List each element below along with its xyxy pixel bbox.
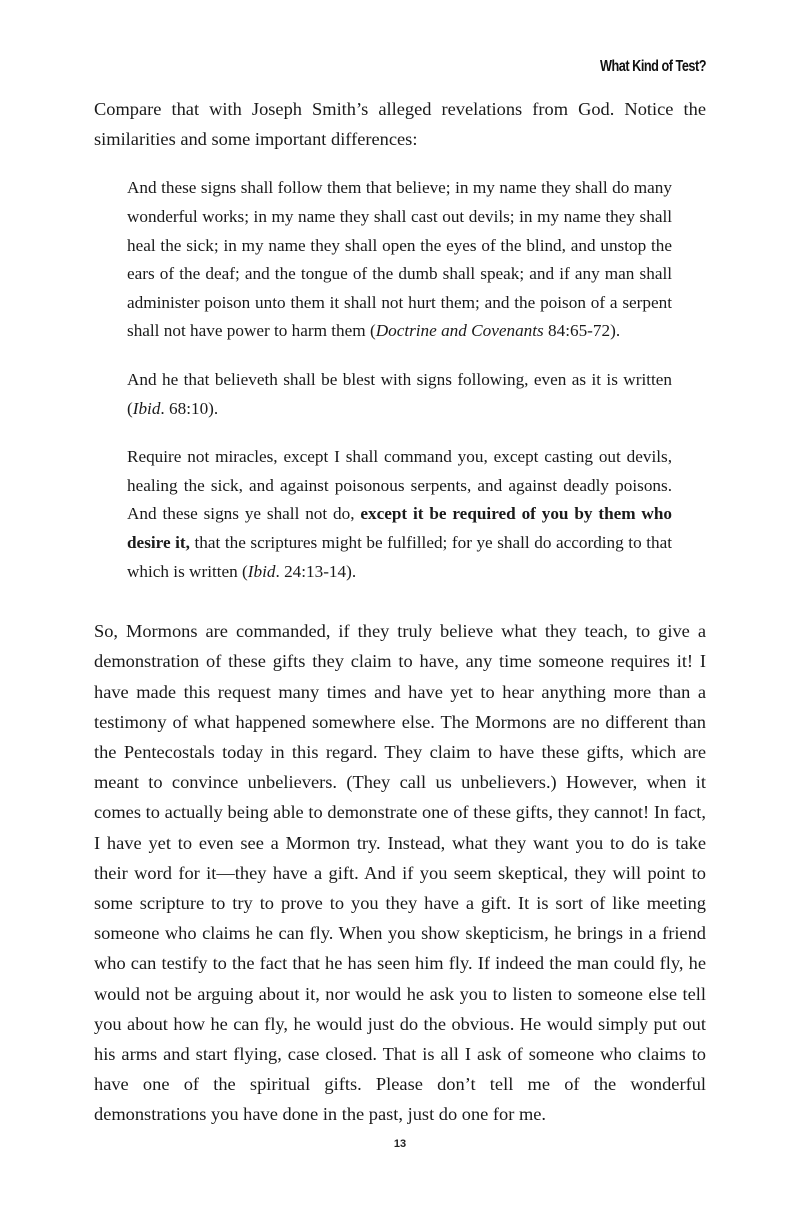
quote-citation-title: Ibid — [247, 561, 276, 581]
page-content — [94, 94, 706, 1130]
body-paragraph: So, Mormons are commanded, if they truly believe what they teach, to give a demonstration of these gifts they claim to have, any time someone requires it! I have made this request many times and have yet to hear anything more than a testimony of what happened somewhere else. The Mormons are no different than the Pentecostals today in this regard. They claim to have these gifts, which are meant to convince unbelievers. (They call us unbelievers.) However, when it comes to actually being able to demonstrate one of these gifts, they cannot! In fact, I have yet to even see a Mormon try. Instead, what they want you to do is take their word for it—they have a gift. And if you seem skeptical, they will point to some scripture to try to prove to you they have a gift. It is sort of like meeting someone who claims he can fly. When you show skepticism, he brings in a friend who can testify to the fact that he has seen him fly. If indeed the man could fly, he would not be arguing about it, nor would he ask you to listen to someone else tell you about how he can fly, he would just do the obvious. He would simply put out his arms and start flying, case closed. That is all I ask of someone who claims to have one of the spiritual gifts. Please don’t tell me of the wonderful demonstrations you have done in the past, just do one for me. — [94, 621, 706, 1125]
quote-text: Require not miracles, except I shall command you, except casting out devils, healing the sick, and against poisonous serpents, and against deadly poisons. And these signs ye shall not do, — [127, 447, 672, 524]
spacer — [94, 606, 706, 616]
blockquote-ibid-68 — [127, 366, 672, 423]
quote-emphasis: except it be required of you by them who desire it, — [127, 504, 672, 552]
quote-citation-title: Doctrine and Covenants — [375, 321, 544, 341]
quote-text: And he that believeth shall be blest with signs following, even as it is written ( — [127, 369, 672, 418]
quote-text-continued: that the scriptures might be fulfilled; for ye shall do according to that which is written ( — [127, 532, 672, 581]
quote-text: And these signs shall follow them that believe; in my name they shall do many wonderful works; in my name they shall cast out devils; in my name they shall heal the sick; in my name they shall open the eyes of the blind, and unstop the ears of the deaf; and the tongue of the dumb shall speak; and if any man shall administer poison unto them it shall not hurt them; and the poison of a serpent shall not have power to harm them ( — [127, 178, 672, 341]
running-head: What Kind of Test? — [600, 58, 706, 75]
blockquote-doctrine-and-covenants-84 — [127, 174, 672, 346]
quote-citation-ref: . 68:10). — [160, 398, 219, 418]
quote-citation-title: Ibid — [132, 398, 161, 418]
blockquote-group — [94, 174, 706, 586]
quote-citation-ref: . 24:13-14). — [275, 561, 357, 581]
intro-paragraph: Compare that with Joseph Smith’s alleged revelations from God. Notice the similarities and some important differences: — [94, 99, 706, 150]
blockquote-ibid-24 — [127, 443, 672, 586]
quote-citation-ref: 84:65-72). — [543, 321, 621, 341]
page-number: 13 — [393, 1138, 407, 1150]
